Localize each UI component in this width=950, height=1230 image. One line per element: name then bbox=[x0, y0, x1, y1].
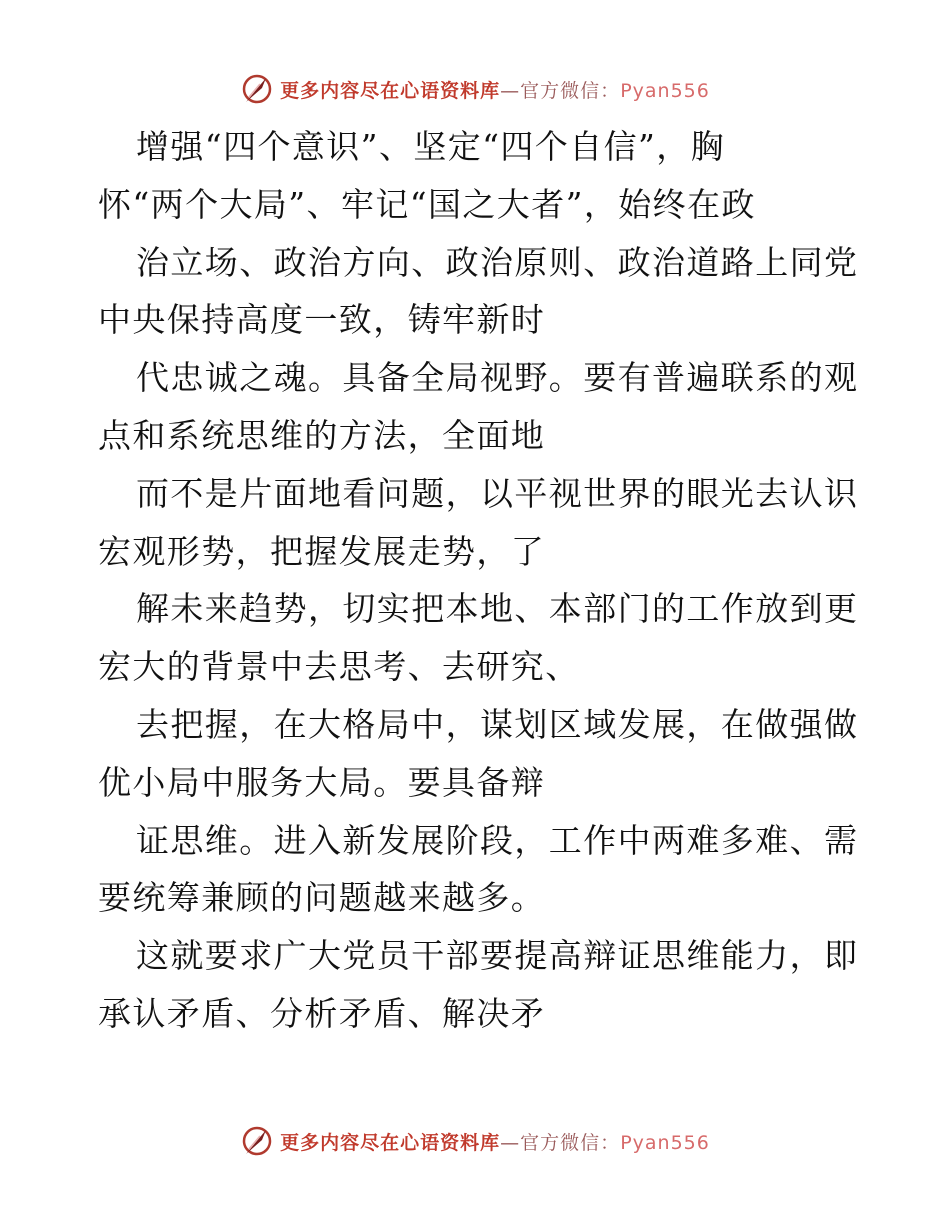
watermark-brand: 更多内容尽在心语资料库 bbox=[280, 79, 501, 102]
feather-logo-icon bbox=[240, 1124, 274, 1158]
footer-watermark bbox=[0, 1124, 950, 1158]
text-line: 怀“两个大局”、牢记“国之大者”，始终在政 bbox=[98, 184, 756, 224]
watermark-label: 官方微信： bbox=[520, 1131, 621, 1154]
text-line: 点和系统思维的方法，全面地 bbox=[98, 415, 546, 455]
watermark-brand: 更多内容尽在心语资料库 bbox=[280, 1131, 501, 1154]
text-line: 证思维。进入新发展阶段，工作中两难多难、需 bbox=[136, 820, 859, 860]
text-line: 代忠诚之魂。具备全局视野。要有普遍联系的观 bbox=[136, 358, 859, 398]
feather-logo-icon bbox=[240, 72, 274, 106]
document-body bbox=[98, 118, 858, 1043]
watermark-dash: — bbox=[500, 79, 521, 102]
text-line: 增强“四个意识”、坚定“四个自信”，胸 bbox=[136, 127, 726, 166]
text-line: 中央保持高度一致，铸牢新时 bbox=[98, 300, 546, 340]
header-watermark bbox=[0, 72, 950, 106]
text-line: 优小局中服务大局。要具备辩 bbox=[98, 762, 546, 802]
text-line: 这就要求广大党员干部要提高辩证思维能力，即 bbox=[136, 936, 859, 976]
text-line: 宏大的背景中去思考、去研究、 bbox=[98, 647, 580, 687]
text-line: 治立场、政治方向、政治原则、政治道路上同党 bbox=[136, 242, 859, 282]
text-line: 承认矛盾、分析矛盾、解决矛 bbox=[98, 993, 546, 1033]
watermark-account: Pyan556 bbox=[620, 1131, 710, 1154]
text-line: 去把握，在大格局中，谋划区域发展，在做强做 bbox=[136, 704, 859, 744]
text-line: 要统筹兼顾的问题越来越多。 bbox=[98, 878, 546, 918]
text-line: 而不是片面地看问题，以平视世界的眼光去认识 bbox=[136, 473, 859, 513]
text-line: 宏观形势，把握发展走势，了 bbox=[98, 531, 546, 571]
watermark-label: 官方微信： bbox=[520, 79, 621, 102]
watermark-account: Pyan556 bbox=[620, 79, 710, 102]
watermark-dash: — bbox=[500, 1131, 521, 1154]
text-line: 解未来趋势，切实把本地、本部门的工作放到更 bbox=[136, 589, 859, 629]
